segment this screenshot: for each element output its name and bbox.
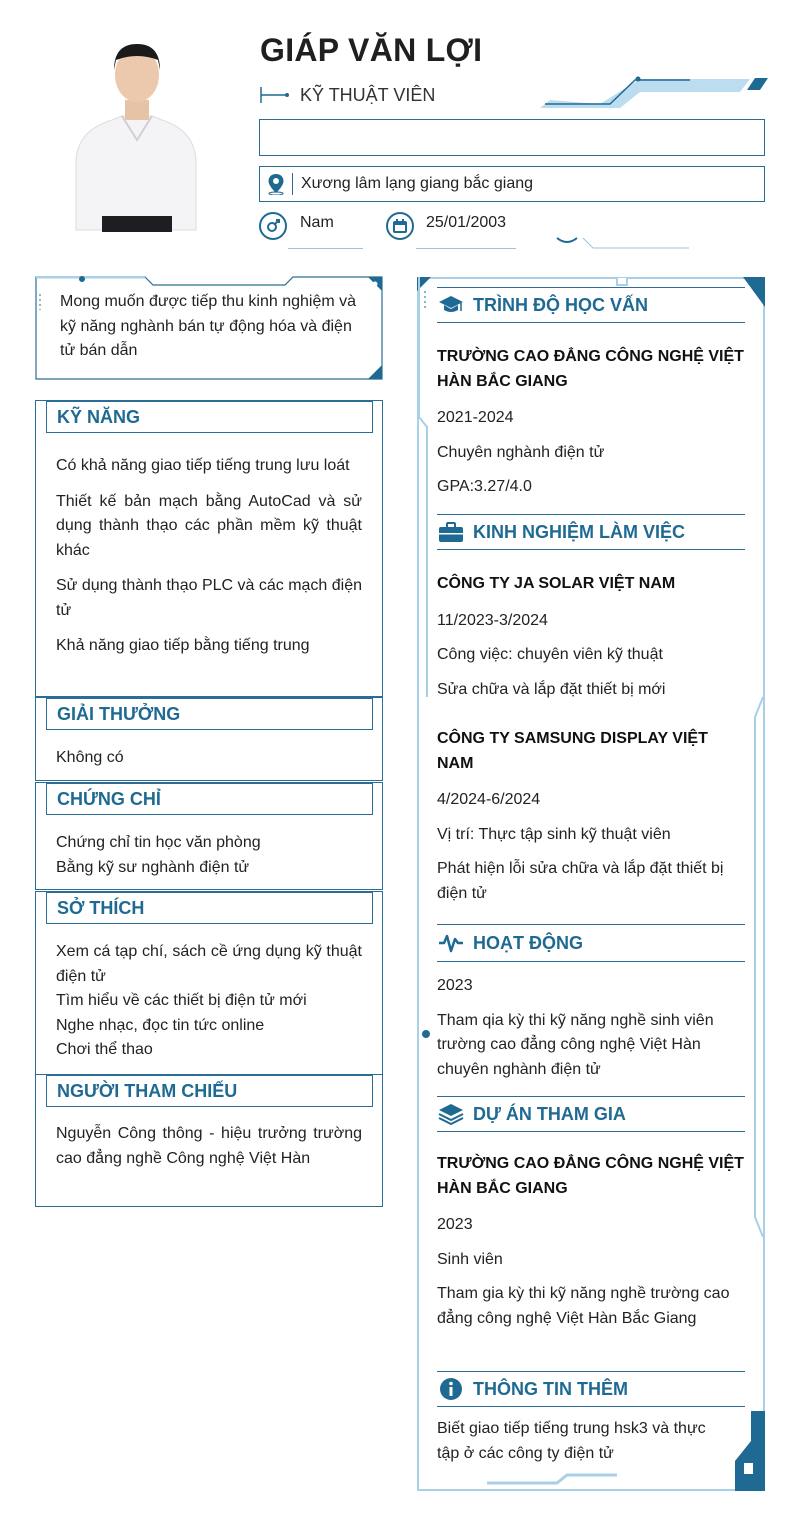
project-role: Sinh viên <box>437 1250 503 1268</box>
title-connector-icon <box>260 85 290 105</box>
hobby-item: Tìm hiểu về các thiết bị điện tử mới <box>56 992 307 1009</box>
activities-section <box>437 924 745 1082</box>
project-org: TRƯỜNG CAO ĐẲNG CÔNG NGHỆ VIỆT HÀN BẮC GIANG <box>437 1155 744 1197</box>
projects-heading: DỰ ÁN THAM GIA <box>473 1103 626 1124</box>
candidate-name: GIÁP VĂN LỢI <box>260 32 483 68</box>
job-company: CÔNG TY SAMSUNG DISPLAY VIỆT NAM <box>437 730 708 772</box>
certificates-heading: CHỨNG CHỈ <box>46 783 373 815</box>
certificates-list <box>56 831 362 880</box>
objective-card <box>35 276 383 380</box>
reference-item: Nguyễn Công thông - hiệu trưởng trường cao đẳng nghề Công nghệ Việt Hàn <box>56 1125 362 1167</box>
extra-heading: THÔNG TIN THÊM <box>473 1378 628 1399</box>
education-period: 2021-2024 <box>437 409 514 426</box>
header-empty-field <box>259 119 765 156</box>
experience-heading: KINH NGHIỆM LÀM VIỆC <box>473 521 686 542</box>
job-desc: Sửa chữa và lắp đặt thiết bị mới <box>437 680 666 698</box>
skill-item: Sử dụng thành thạo PLC và các mạch điện tử <box>56 577 363 619</box>
experience-section <box>437 514 745 906</box>
layers-icon <box>437 1102 465 1126</box>
hobby-item: Xem cá tạp chí, sách cề ứng dụng kỹ thuật điện tử <box>56 943 362 985</box>
project-desc: Tham gia kỳ thi kỹ năng nghề trường cao đẳng công nghệ Việt Hàn Bắc Giang <box>437 1285 730 1327</box>
project-year: 2023 <box>437 1216 473 1233</box>
job-period: 11/2023-3/2024 <box>437 611 548 629</box>
activity-year: 2023 <box>437 977 473 994</box>
graduation-cap-icon <box>437 293 465 317</box>
hobbies-list <box>56 940 362 1063</box>
briefcase-icon <box>437 520 465 544</box>
profile-photo <box>42 30 232 235</box>
education-heading-row <box>437 287 745 323</box>
hobbies-heading: SỞ THÍCH <box>46 892 373 924</box>
address-divider <box>292 173 293 195</box>
objective-text: Mong muốn được tiếp thu kinh nghiệm và kỹ năng nghành bán tự động hóa và điện tử bán dẫn <box>60 293 357 359</box>
skills-list <box>56 454 362 670</box>
header-underline-decoration <box>555 234 695 252</box>
job-title: KỸ THUẬT VIÊN <box>300 84 436 105</box>
hobbies-card <box>35 891 383 1075</box>
experience-heading-row <box>437 514 745 550</box>
skills-heading: KỸ NĂNG <box>46 401 373 433</box>
job-role: Công việc: chuyên viên kỹ thuật <box>437 646 663 663</box>
education-gpa: GPA:3.27/4.0 <box>437 478 532 495</box>
awards-card <box>35 697 383 781</box>
activity-desc: Tham qia kỳ thi kỹ năng nghề sinh viên trường cao đẳng công nghệ Việt Hàn chuyên nghành điện tử <box>437 1011 714 1078</box>
gender-text: Nam <box>300 214 334 231</box>
info-icon <box>437 1377 465 1401</box>
extra-desc: Biết giao tiếp tiếng trung hsk3 và thực tập ở các công ty điện tử <box>437 1420 706 1462</box>
certificate-item: Bằng kỹ sư nghành điện tử <box>56 858 250 876</box>
certificate-item: Chứng chỉ tin học văn phòng <box>56 834 261 851</box>
skill-item: Khả năng giao tiếp bằng tiếng trung <box>56 637 310 654</box>
address-text: Xương lâm lạng giang bắc giang <box>301 175 534 192</box>
circuit-decoration <box>540 74 770 114</box>
skill-item: Thiết kế bản mạch bằng AutoCad và sử dụng thành thạo các phần mềm kỹ thuật khác <box>56 492 362 559</box>
birthdate-text: 25/01/2003 <box>426 214 507 231</box>
job-role: Vị trí: Thực tập sinh kỹ thuật viên <box>437 825 671 843</box>
education-section <box>437 287 745 500</box>
hobby-item: Nghe nhạc, đọc tin tức online <box>56 1016 265 1034</box>
extra-section <box>437 1371 745 1466</box>
job-desc: Phát hiện lỗi sửa chữa và lắp đặt thiết bị điện tử <box>437 860 724 902</box>
gender-icon <box>259 212 287 240</box>
references-heading: NGƯỜI THAM CHIẾU <box>46 1075 373 1107</box>
job-company: CÔNG TY JA SOLAR VIỆT NAM <box>437 575 676 592</box>
award-item: Không có <box>56 749 124 766</box>
calendar-icon <box>386 212 414 240</box>
skills-card <box>35 400 383 697</box>
projects-heading-row <box>437 1096 745 1132</box>
awards-heading: GIẢI THƯỞNG <box>46 698 373 730</box>
extra-heading-row <box>437 1371 745 1407</box>
pulse-icon <box>437 931 465 955</box>
hobby-item: Chơi thể thao <box>56 1041 153 1058</box>
certificates-card <box>35 782 383 890</box>
projects-section <box>437 1096 745 1331</box>
skill-item: Có khả năng giao tiếp tiếng trung lưu loát <box>56 457 350 474</box>
gender-underline <box>288 248 363 249</box>
activities-heading-row <box>437 924 745 962</box>
references-card <box>35 1074 383 1207</box>
education-heading: TRÌNH ĐỘ HỌC VẤN <box>473 294 648 315</box>
location-pin-icon <box>260 173 292 195</box>
birthdate-underline <box>416 248 516 249</box>
education-major: Chuyên nghành điện tử <box>437 443 605 461</box>
activities-heading: HOẠT ĐỘNG <box>473 932 583 953</box>
job-period: 4/2024-6/2024 <box>437 791 541 808</box>
education-school: TRƯỜNG CAO ĐẲNG CÔNG NGHỆ VIỆT HÀN BẮC GIANG <box>437 348 744 390</box>
address-box <box>259 166 765 202</box>
job-title-row <box>260 82 435 108</box>
